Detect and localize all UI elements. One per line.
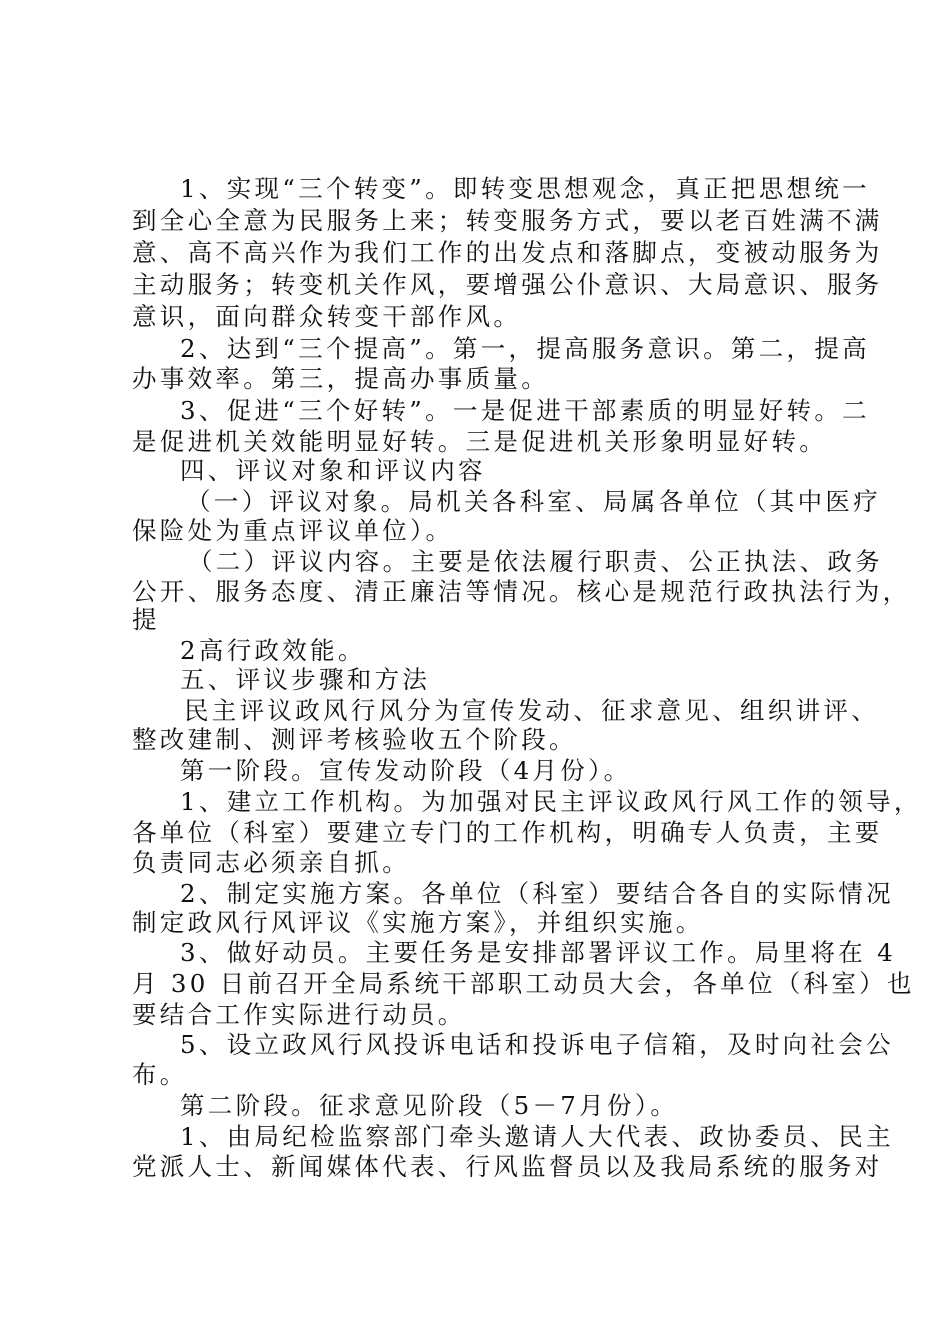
paragraph-line: 2、达到“三个提高”。第一，提高服务意识。第二，提高 [180, 334, 870, 363]
paragraph-line: 2、制定实施方案。各单位（科室）要结合各自的实际情况 [180, 879, 894, 908]
paragraph-line: （二）评议内容。主要是依法履行职责、公正执法、政务 [188, 547, 883, 576]
paragraph-line: 民主评议政风行风分为宣传发动、征求意见、组织讲评、 [184, 696, 879, 725]
paragraph-line: （一）评议对象。局机关各科室、局属各单位（其中医疗 [186, 487, 881, 516]
paragraph-line: 1、建立工作机构。为加强对民主评议政风行风工作的领导， [180, 787, 922, 816]
paragraph-line: 办事效率。第三，提高办事质量。 [132, 364, 549, 393]
paragraph-line: 要结合工作实际进行动员。 [132, 1000, 466, 1029]
paragraph-line: 3、促进“三个好转”。一是促进干部素质的明显好转。二 [180, 396, 870, 425]
paragraph-line: 5、设立政风行风投诉电话和投诉电子信箱，及时向社会公 [180, 1030, 894, 1059]
paragraph-line: 2高行政效能。 [180, 636, 366, 665]
section-heading: 四、评议对象和评议内容 [180, 456, 486, 485]
paragraph-line: 意识，面向群众转变干部作风。 [132, 302, 522, 331]
paragraph-line: 意、高不高兴作为我们工作的出发点和落脚点，变被动服务为 [132, 238, 883, 267]
paragraph-line: 月 30 日前召开全局系统干部职工动员大会，各单位（科室）也 [132, 969, 915, 998]
paragraph-line: 到全心全意为民服务上来；转变服务方式，要以老百姓满不满 [132, 206, 883, 235]
paragraph-line: 布。 [132, 1060, 188, 1089]
paragraph-line: 党派人士、新闻媒体代表、行风监督员以及我局系统的服务对 [132, 1152, 883, 1181]
paragraph-line: 1、实现“三个转变”。即转变思想观念，真正把思想统一 [180, 174, 870, 203]
stage-heading: 第二阶段。征求意见阶段（5－7月份）。 [180, 1091, 679, 1120]
paragraph-line: 负责同志必须亲自抓。 [132, 848, 410, 877]
section-heading: 五、评议步骤和方法 [180, 665, 431, 694]
paragraph-line: 提 [132, 605, 160, 634]
paragraph-line: 各单位（科室）要建立专门的工作机构，明确专人负责，主要 [132, 818, 883, 847]
paragraph-line: 是促进机关效能明显好转。三是促进机关形象明显好转。 [132, 427, 827, 456]
paragraph-line: 1、由局纪检监察部门牵头邀请人大代表、政协委员、民主 [180, 1122, 894, 1151]
paragraph-line: 3、做好动员。主要任务是安排部署评议工作。局里将在 4 [180, 938, 897, 967]
paragraph-line: 保险处为重点评议单位）。 [132, 516, 454, 545]
paragraph-line: 制定政风行风评议《实施方案》，并组织实施。 [132, 908, 704, 937]
paragraph-line: 整改建制、测评考核验收五个阶段。 [132, 725, 577, 754]
stage-heading: 第一阶段。宣传发动阶段（4月份）。 [180, 756, 632, 785]
paragraph-line: 公开、服务态度、清正廉洁等情况。核心是规范行政执法行为， [132, 577, 911, 606]
paragraph-line: 主动服务；转变机关作风，要增强公仆意识、大局意识、服务 [132, 270, 883, 299]
